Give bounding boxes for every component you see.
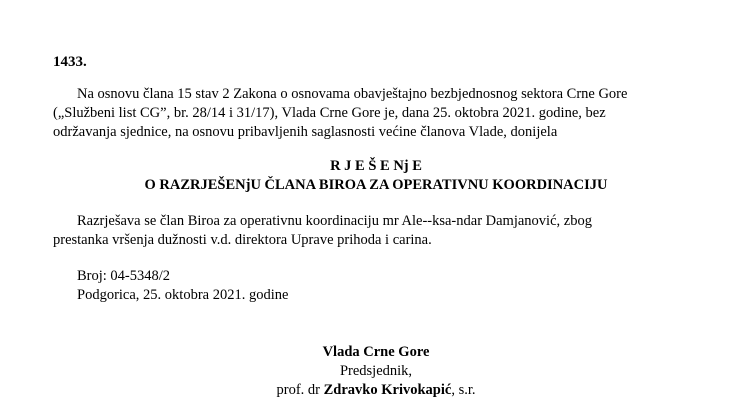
signatory-role: Predsjednik,	[339, 363, 413, 379]
signatory-body: Vlada Crne Gore	[322, 344, 430, 360]
signatory-line	[53, 381, 699, 400]
decision-title: R J E Š E Nj E	[330, 158, 422, 174]
place-and-date: Podgorica, 25. oktobra 2021. godine	[77, 287, 289, 303]
decision-subtitle: O RAZRJEŠENjU ČLANA BIROA ZA OPERATIVNU KOORDINACIJU	[144, 177, 608, 193]
signatory-suffix: , s.r.	[451, 382, 476, 398]
signatory-title: prof. dr	[276, 382, 324, 398]
intro-paragraph	[53, 85, 699, 142]
decision-line-1: Razrješava se član Biroa za operativnu koordinaciju mr Ale--ksa-ndar Damjanović, zbog	[77, 213, 592, 229]
intro-line-3: održavanja sjednice, na osnovu pribavljenih saglasnosti većine članova Vlade, donijela	[53, 124, 558, 140]
intro-line-1: Na osnovu člana 15 stav 2 Zakona o osnovama obavještajno bezbjednosnog sektora Crne Gore	[77, 86, 628, 102]
reference-number: Broj: 04-5348/2	[77, 268, 171, 284]
intro-line-2: („Službeni list CG”, br. 28/14 i 31/17), Vlada Crne Gore je, dana 25. oktobra 2021. godine, bez	[53, 105, 606, 121]
decision-line-2: prestanka vršenja dužnosti v.d. direktora Uprave prihoda i carina.	[53, 232, 432, 248]
signatory-name: Zdravko Krivokapić	[323, 382, 452, 398]
act-number: 1433.	[53, 54, 87, 70]
decision-paragraph	[53, 212, 699, 250]
